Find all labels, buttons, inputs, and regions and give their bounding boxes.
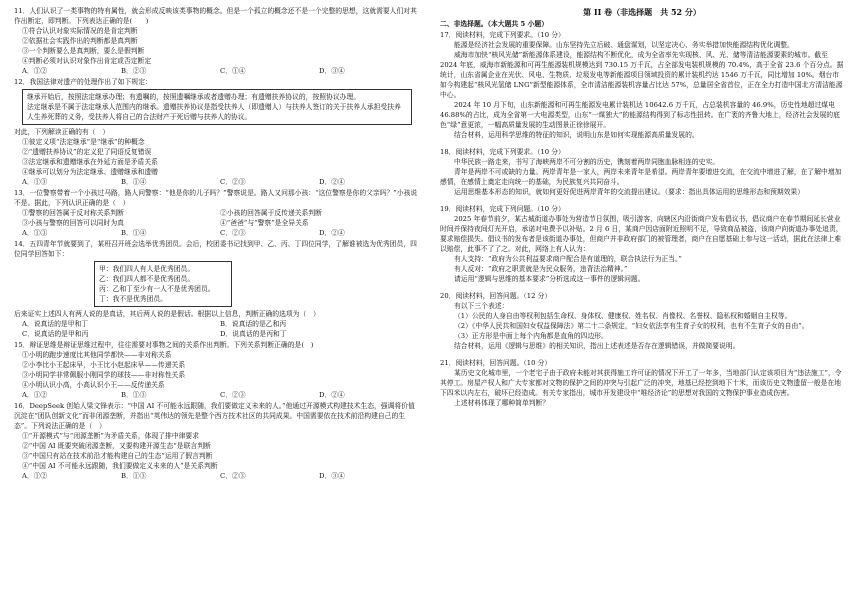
part-title: 第 II 卷（非选择题 共 52 分） [583, 7, 701, 17]
option-a: A．说真话的是甲和丁 [22, 320, 89, 328]
option-b: B．①③ [121, 391, 147, 399]
statement: ①“开源模式”与“闭源垄断”为矛盾关系，体现了排中律要求 [22, 432, 200, 440]
options-row [14, 390, 418, 400]
question-stem: 19．阅读材料，完成下列问题。（10 分） [440, 205, 565, 213]
material-paragraph: 能源是经济社会发展的重要保障。山东坚持先立后破、通盘谋划，以坚定决心、务实举措加快能源结构优化调整。 [454, 41, 794, 49]
question-16 [14, 401, 418, 481]
material-paragraph: 青年是两岸不可或缺的力量。两岸青年是一家人，两岸未来青年是希望。两岸青年要增进交流，在交流中增进了解，在了解中增加感情，在感情上奠定走向统一的基础，为民族复兴共同奋斗。 [440, 168, 842, 186]
option-b: B．说真话的是乙和丙 [220, 320, 287, 328]
question-prompt: 结合材料，运用科学思维的特征的知识，说明山东是如何实现能源高质量发展的。 [454, 131, 699, 139]
option-b: B．①④ [121, 229, 147, 237]
statement: ②“中国 AI 既要突破闭源垄断，又要构建开源生态”是联言判断 [22, 442, 211, 450]
option-a: A．①② [22, 67, 48, 75]
option-c: C．②③ [220, 178, 246, 186]
question-prompt: 对此，下列解读正确的有（ ） [14, 128, 110, 136]
statement: ②依据社会实践作出的判断都是真判断 [22, 37, 138, 45]
option-a: A．①③ [22, 178, 48, 186]
question-stem: 14．五四青年节就要到了，某班召开班会选举优秀团员。会后，校团委书记找到甲、乙、丙、丁四位同学，了解谁被选为优秀团员，四位同学回答如下： [14, 240, 417, 258]
statement: ③法定继承和遗赠继承在外延方面是矛盾关系 [22, 158, 158, 166]
question-prompt: 上述材料体现了哪种简单判断？ [454, 399, 550, 407]
question-13 [14, 188, 418, 238]
question-stem: 17．阅读材料，完成下列要求。（10 分） [440, 31, 565, 39]
question-stem: 18．阅读材料，完成下列要求。（10 分） [440, 148, 565, 156]
statement: ②小孩的回答属于反传递关系判断 [220, 209, 322, 217]
option-b: B．①④ [121, 178, 147, 186]
question-prompt: 请运用“逻辑与思维的基本要求”分析选成这一事件的逻辑问题。 [454, 275, 645, 283]
material-paragraph: （1）公民的人身自由等权利包括生命权、身体权、健康权、姓名权、肖像权、名誉权、隐私权和婚姻自主权等。 [454, 312, 792, 320]
option-a: A．①③ [22, 229, 48, 237]
answer-line: 乙：我们四人都不是优秀团员。 [99, 275, 195, 283]
option-a: A．①② [22, 391, 48, 399]
material-paragraph: （3）正方形是中面上每个内角都是直角的四边形。 [454, 332, 608, 340]
box-paragraph: 继承开始后，按照法定继承办理；有遗嘱的，按照遗嘱继承或者遗赠办理；有遗赠扶养协议的，按照协议办理。 [27, 93, 361, 101]
statement: ②“遗赠扶养协议”的定义犯了同语反复错误 [22, 148, 152, 156]
statement: ③小孩与警察的回答可以同时为真 [22, 219, 124, 227]
material-paragraph: 有以下三个表述： [454, 302, 509, 310]
statement: ①彼定义项“法定继承”是“继承”的种概念 [22, 138, 145, 146]
material-paragraph: 有人支持：“政府为公共利益要求商户配合是有道理的，联合执法行为正当。” [454, 255, 682, 263]
material-paragraph: 有人反对：“政府之职责就是为民众服务，违背法治精神。” [454, 265, 628, 273]
left-column [14, 6, 418, 482]
option-d: D．②④ [319, 391, 345, 399]
answer-line: 丙：乙和丁至少有一人不是优秀团员。 [99, 285, 215, 293]
option-b: B．①③ [121, 472, 147, 480]
material-paragraph: （2）《中华人民共和国妇女权益保障法》第二十二条规定，“妇女依法享有生育子女的权利，也有不生育子女的自由”。 [454, 322, 809, 330]
statement: ①警察的回答属于反对称关系判断 [22, 209, 124, 217]
statement: ①符合认识对象实际情况的是肯定判断 [22, 27, 138, 35]
question-prompt: 运用思维基本形态的知识，就如何更好促进两岸青年的交流提出建议。（要求：指出具体运用的思维形态和预期效果） [454, 188, 805, 196]
question-18 [440, 147, 844, 197]
options-row [14, 471, 418, 481]
options-row [14, 66, 418, 76]
options-row [14, 177, 418, 187]
option-b: B．②③ [121, 67, 147, 75]
material-paragraph: 威海市加快“核风光储”新能源体系建设，能源结构不断优化，成为全省率先实现核、风、光、储等清洁能源要素的城市。截至 2024 年底，威海市新能源和可再生能源装机规模达到 730.15 万千瓦，占全部发电装机规模的 70.4%，高于全省 23.6 个百分点。据统计，山东省属企业在光伏、风电、生物质、垃圾发电等新能源项目领域投资的累计装机约达 1546 万千瓦，同比增加 10%。烟台市如今构建起“核风光氢储 LNG”新型能源体系，全市清洁能源装机容量占比达 57%，总量居全省首位，正在全力打造中国北方清洁能源中心。 [440, 51, 844, 99]
statement: ②小李比小王起床早，小王比小赵起床早——传递关系 [22, 361, 186, 369]
option-a: A．①② [22, 472, 48, 480]
material-paragraph: 2024 年 10 月下旬，山东新能源和可再生能源发电累计装机达 10642.6 万千瓦，占总装机容量的 46.9%，历史性地超过煤电 46.88%的占比，成为全省第一大电源类型，山东“一煤独大”的能源结构得到了标志性扭转。在广袤的齐鲁大地上，经济社会发展的底色“绿”意更浓，一幅高质量发展的生动图景正徐徐展开。 [440, 101, 840, 129]
option-d: D．③④ [319, 67, 345, 75]
statement: ④判断必须对认识对象作出肯定或否定断定 [22, 57, 152, 65]
options-row [14, 329, 418, 339]
option-d: D．③④ [319, 472, 345, 480]
question-14 [14, 239, 418, 339]
material-paragraph: 2025 年春节前夕，某古城街道办事处为营造节日氛围，吸引游客，向辖区内沿街商户发布倡议书，倡议商户在春节期间延长营业时间并保持夜间灯光开启，承诺对电费予以补贴。2 月 6 日，某商户因店面附近照明不足，导致商品被盗，该商户向街道办事处追责，要求赔偿损失。倡议书的发布者是该街道办事处，但商户并非政府部门的被管理者，商户在自愿基础上参与这一活动，据此在法律上难以赔偿，此事不了了之。对此，网络上有人认为： [440, 215, 843, 253]
question-19 [440, 204, 844, 284]
material-paragraph: 某历史文化城市里，一个老宅子由于政府未能对其获得施工许可证的情况下开工了一年多，当地部门认定该项目为“违法施工”，令其停工。房屋产权人和广大专家都对文物的保护之间的冲突与引起广泛的冲突，地基已经挖到地下十米，而该历史文物遗留一般是在地下四米以内左右，破坏已经造成。有关专家指出，城市开发建设中“唯经济论”的思想对我国的文物保护事业造成伤害。 [440, 369, 842, 397]
question-21 [440, 358, 844, 408]
statement: ①小明的跑步速度比其他同学都快——非对称关系 [22, 351, 172, 359]
material-paragraph: 中华民族一路走来，书写了海峡两岸不可分割的历史，镌刻着两岸同胞血脉相连的史实。 [454, 158, 720, 166]
question-15 [14, 340, 418, 400]
question-stem: 15．辩证思维是辩证思维过程中，往往需要对事物之间的关系作出判断。下列关系判断正确的是( ) [14, 341, 314, 349]
option-d: D．②④ [319, 229, 345, 237]
option-d: D．说真话的是丙和丁 [220, 330, 287, 338]
options-row [14, 319, 418, 329]
option-c: C．②③ [220, 472, 246, 480]
question-stem: 13．一位警察带着一个小孩过马路，路人问警察：“他是你的儿子吗？”警察说是。路人又问那小孩：“这位警察是你的父亲吗？”小孩说不是。据此，下列认识正确的是（ ） [14, 189, 418, 207]
statement: ④继承可以划分为法定继承、遗赠继承和遗赠 [22, 168, 158, 176]
box-paragraph: 法定继承是不属于法定继承人范围内的继承。遗赠扶养协议是指受扶养人（即遗赠人）与扶养人签订的关于扶养人承担受扶养人生养死葬的义务，受扶养人将自己的合法财产于死后赠与扶养人的协议。 [27, 103, 401, 121]
statement: ④小明认识小高，小高认识小王——反传递关系 [22, 381, 165, 389]
statement: ④“中国 AI 不可能永远跟随，我们要做定义未来的人”是关系判断 [22, 462, 218, 470]
question-12 [14, 77, 418, 187]
statement: ③“中国只有站在技术前沿才能构建自己的生态”运用了假言判断 [22, 452, 213, 460]
option-c: C．说真话的是甲和丙 [22, 330, 89, 338]
question-20 [440, 291, 844, 351]
option-d: D．②④ [319, 178, 345, 186]
question-stem: 16．DeepSeek 创始人梁文锋表示：“中国 AI 不可能永远跟随，我们要做定义未来的人。”他通过开源模式构建技术生态，强调将价值沉淀在“团队创新文化”而非闭源垄断，并指出“英伟达的领先是整个西方技术社区的共同成果。中国需要依在技术前沿构建自己的生态”。下列说法正确的是（ ） [14, 402, 415, 430]
statement: ④“爸爸”与“警察”是全异关系 [220, 219, 309, 227]
option-c: C．①④ [220, 67, 246, 75]
question-11 [14, 6, 418, 76]
question-17 [440, 30, 844, 140]
section-heading: 二、非选择题。（本大题共 5 小题） [440, 20, 549, 28]
question-stem: 21．阅读材料，回答问题。（10 分） [440, 359, 552, 367]
options-row [14, 228, 418, 238]
statement: ③小明同学非常佩服小刚同学的球技——非对称性关系 [22, 371, 186, 379]
legal-provision-box [22, 89, 412, 125]
question-stem: 12．我国法律对遗产的处理作出了如下规定： [14, 78, 152, 86]
question-stem: 20．阅读材料，回答问题。（12 分） [440, 292, 552, 300]
option-c: C．②③ [220, 391, 246, 399]
statements-row [14, 208, 418, 218]
question-prompt: 结合材料，运用《逻辑与思维》的相关知识，指出上述表述是否存在逻辑错误，并做简要说明。 [454, 342, 740, 350]
option-c: C．②③ [220, 229, 246, 237]
statements-row [14, 218, 418, 228]
statement: ③一个判断要么是真判断，要么是假判断 [22, 47, 145, 55]
right-column [440, 6, 844, 409]
answer-line: 甲：我们四人有人是优秀团员。 [99, 265, 195, 273]
question-stem: 11．人们认识了一类事物的特有属性，就会形成反映该类事物的概念。但是一个孤立的概念还不是一个完整的思想，这就需要人们对其作出断定，即判断。下列表达正确的是( ) [14, 7, 417, 25]
question-prompt: 后来证实上述四人有两人说的是真话，其后两人说的是假话。根据以上信息，判断正确的选项为（ ） [14, 310, 320, 318]
answer-line: 丁：我不是优秀团员。 [99, 295, 167, 303]
student-answers-box [94, 261, 232, 307]
